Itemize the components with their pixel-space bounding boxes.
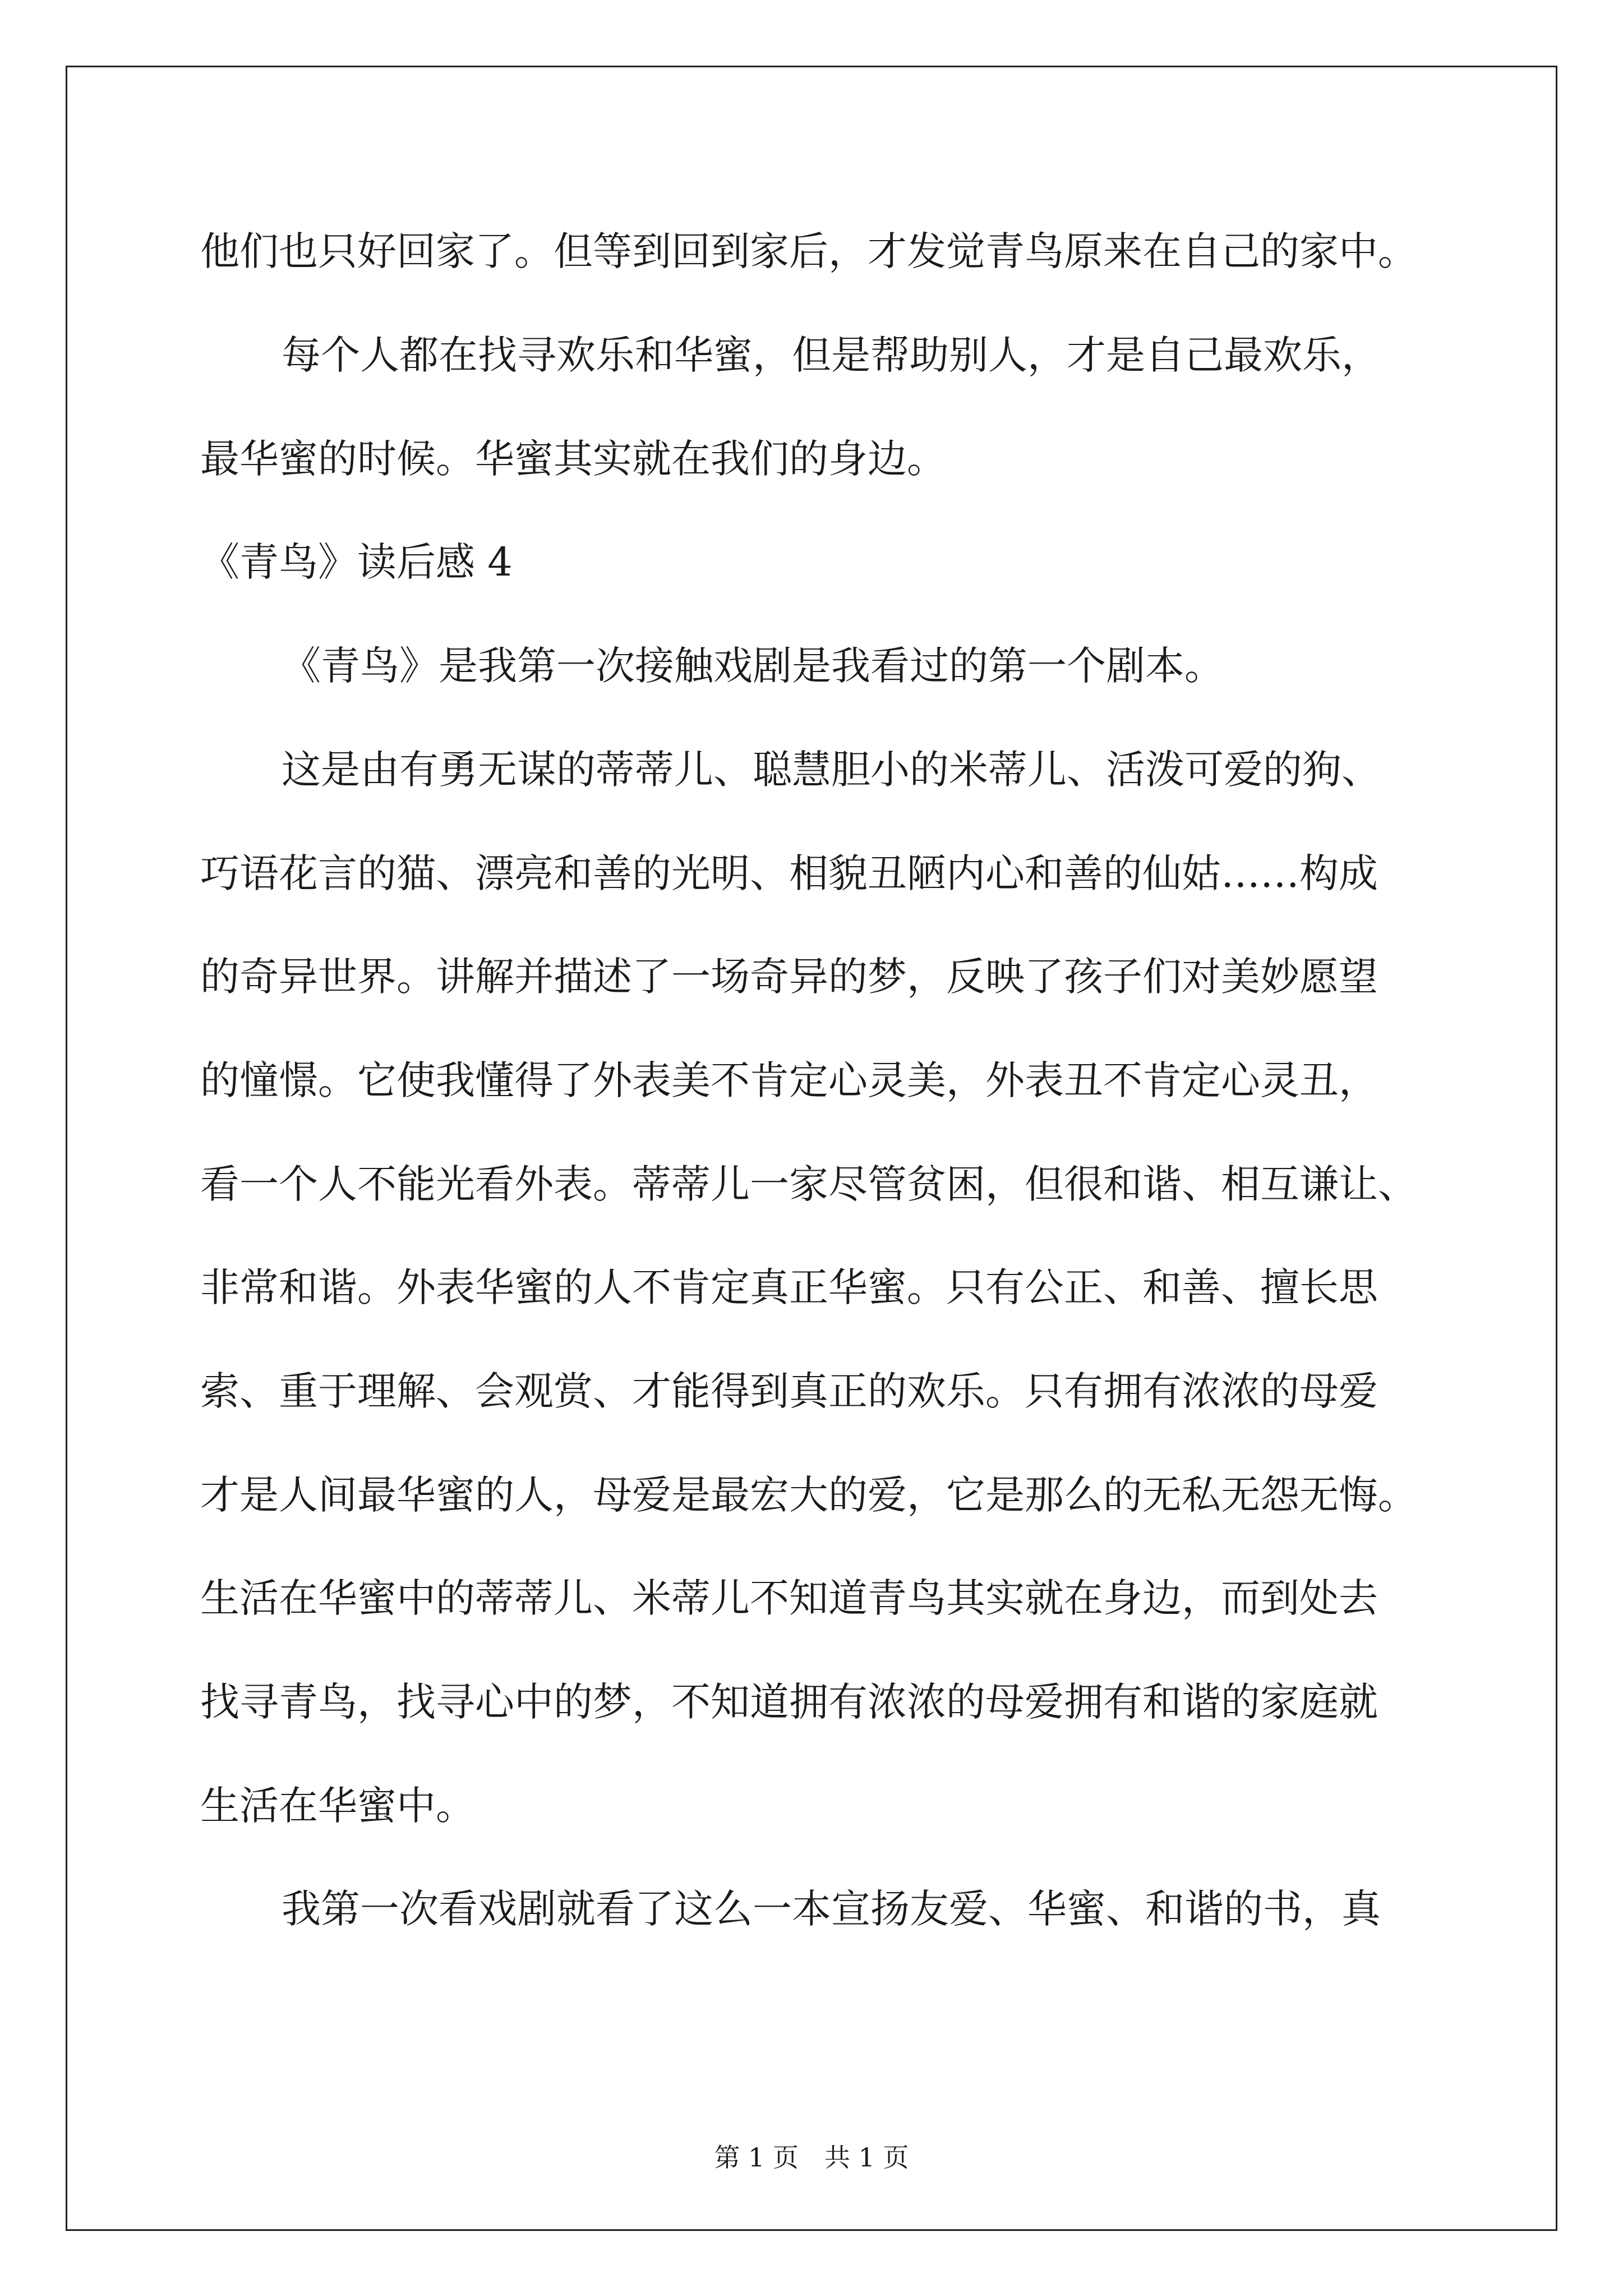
page-number-footer: 第 1 页 共 1 页 (714, 2142, 909, 2173)
section-heading: 《青鸟》读后感 4 (200, 539, 513, 585)
paragraph-line: 最华蜜的时候。华蜜其实就在我们的身边。 (200, 436, 946, 482)
paragraph-line: 巧语花言的猫、漂亮和善的光明、相貌丑陋内心和善的仙姑……构成 (200, 850, 1378, 896)
paragraph-line: 他们也只好回家了。但等到回到家后，才发觉青鸟原来在自己的家中。 (200, 228, 1417, 274)
paragraph-line: 生活在华蜜中的蒂蒂儿、米蒂儿不知道青鸟其实就在身边，而到处去 (200, 1575, 1378, 1621)
paragraph-line: 生活在华蜜中。 (200, 1783, 475, 1829)
paragraph-line: 《青鸟》是我第一次接触戏剧是我看过的第一个剧本。 (282, 643, 1224, 689)
paragraph-line: 找寻青鸟，找寻心中的梦，不知道拥有浓浓的母爱拥有和谐的家庭就 (200, 1679, 1378, 1725)
paragraph-line: 看一个人不能光看外表。蒂蒂儿一家尽管贫困，但很和谐、相互谦让、 (200, 1161, 1417, 1207)
paragraph-line: 我第一次看戏剧就看了这么一本宣扬友爱、华蜜、和谐的书，真 (282, 1886, 1381, 1932)
paragraph-line: 非常和谐。外表华蜜的人不肯定真正华蜜。只有公正、和善、擅长思 (200, 1264, 1378, 1310)
paragraph-line: 索、重于理解、会观赏、才能得到真正的欢乐。只有拥有浓浓的母爱 (200, 1368, 1378, 1414)
paragraph-line: 才是人间最华蜜的人，母爱是最宏大的爱，它是那么的无私无怨无悔。 (200, 1472, 1417, 1518)
paragraph-line: 每个人都在找寻欢乐和华蜜，但是帮助别人，才是自己最欢乐， (282, 332, 1381, 378)
paragraph-line: 这是由有勇无谋的蒂蒂儿、聪慧胆小的米蒂儿、活泼可爱的狗、 (282, 747, 1381, 793)
paragraph-line: 的憧憬。它使我懂得了外表美不肯定心灵美，外表丑不肯定心灵丑， (200, 1057, 1378, 1103)
paragraph-line: 的奇异世界。讲解并描述了一场奇异的梦，反映了孩子们对美妙愿望 (200, 954, 1378, 1000)
